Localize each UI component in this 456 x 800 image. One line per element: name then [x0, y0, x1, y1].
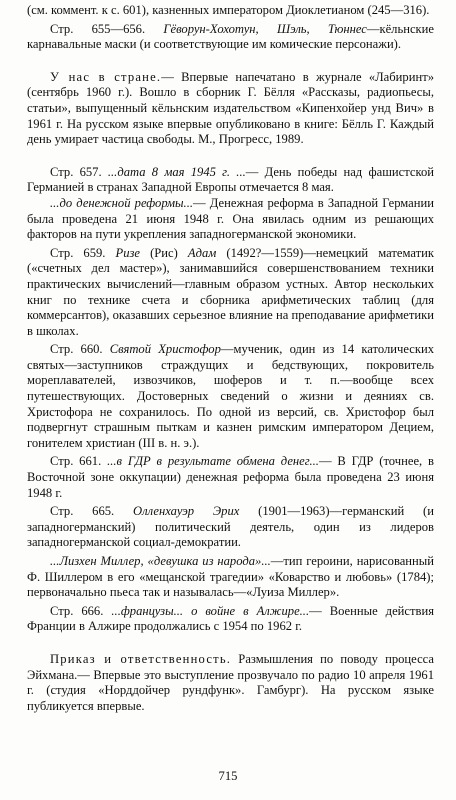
text: (см. коммент. к с. 601), казненных императором Диоклетианом (245—316). [27, 3, 430, 17]
text: — В ГДР (точнее, в Восточной зоне оккупации) денежная реформа была проведена 23 июня 1948 г. [27, 454, 434, 500]
text: Стр. 660. [50, 342, 110, 357]
paragraph [27, 246, 434, 340]
paragraph [27, 554, 434, 601]
paragraph [27, 454, 434, 501]
paragraph [27, 3, 434, 19]
italic-text: Гёворун-Хохотун, Шэль, Тюннес [163, 21, 367, 36]
paragraph [27, 70, 434, 148]
page-body [27, 3, 434, 714]
paragraph [27, 165, 434, 196]
paragraph [27, 504, 434, 551]
italic-text: Святой Христофор [109, 342, 221, 357]
text: Стр. 657. [50, 164, 108, 179]
text: (Рис) [140, 245, 188, 260]
spaced-heading: Приказ и ответственность. [50, 651, 232, 666]
italic-text: Олленхауэр Эрих [133, 504, 240, 519]
paragraph [27, 604, 434, 635]
paragraph [27, 342, 434, 451]
text: (1492?—1559)—немецкий математик («счетных дел мастер»), занимавшийся совершенствованием техники практических вычислений—главным образом устных. Автор нескольких книг по технике счета и сборника арифметических таблиц (для коммерсантов), оказавших серьезное влияние на преподавание арифметики в школах. [27, 245, 434, 338]
text: Стр. 655—656. [50, 21, 164, 36]
text: Размышления по поводу процесса Эйхмана.— Впервые это выступление прозвучало по радио 10 апреля 1961 г. (студия «Норддойчер рундфунк». Гамбург). На русском языке публикуется впервые. [27, 651, 435, 713]
text: — День победы над фашистской Германией в странах Западной Европы отмечается 8 мая. [27, 164, 434, 195]
paragraph [27, 652, 434, 714]
text: — Денежная реформа в Западной Германии была проведена 21 июня 1948 г. Она явилась одним из решающих факторов на пути укрепления западногерманской экономики. [27, 195, 434, 242]
italic-text: ...до денежной реформы... [50, 195, 194, 210]
text: Стр. 661. [50, 454, 108, 469]
page-number: 715 [218, 769, 238, 783]
text: —кёльнские карнавальные маски (и соответствующие им комические персонажи). [27, 21, 434, 52]
text: —мученик, один из 14 католических святых—заступников страждущих и бедствующих, покровитель мореплавателей, извозчиков, шоферов и т. п.—вообще всех путешествующих. Достоверных сведений о жизни и деяниях св. Христофора не сохранилось. По одной из версий, св. Христофор был подвергнут страшным пыткам и казнен римским императором Децием, гонителем христиан (III в. н. э.). [27, 342, 434, 450]
paragraph [27, 22, 434, 53]
text: (1901—1963)—германский (и западногерманский) политический деятель, один из лидеров западногерманской социал-демократии. [27, 504, 434, 550]
text: —тип героини, нарисованный Ф. Шиллером в его «мещанской трагедии» «Коварство и любовь» (1784); первоначально пьеса так и называлась—«Луиза Миллер». [27, 554, 434, 600]
italic-text: ...дата 8 мая 1945 г. ... [107, 164, 246, 179]
italic-text: ...французы... о войне в Алжире... [111, 603, 310, 618]
text: Стр. 666. [50, 603, 112, 618]
italic-text: ...в ГДР в результате обмена денег... [107, 454, 319, 469]
italic-text: Адам [187, 245, 217, 260]
text: — Впервые напечатано в журнале «Лабиринт» (сентябрь 1960 г.). Вошло в сборник Г. Бёлля «Рассказы, радиопьесы, статьи», выпущенный кёльнским издательством «Кипенхойер унд Вич» в 1961 г. На русском языке впервые опубликовано в книге: Бёлль Г. Каждый день умирает частица свободы. М., Прогресс, 1989. [27, 69, 434, 147]
text: Стр. 659. [50, 245, 116, 260]
italic-text: ...Лизхен Миллер, «девушка из народа»... [50, 554, 271, 568]
spaced-heading: У нас в стране. [50, 69, 162, 84]
text: Стр. 665. [50, 504, 134, 519]
italic-text: Ризе [115, 245, 141, 260]
text: — Военные действия Франции в Алжире продолжались с 1954 по 1962 г. [27, 603, 434, 634]
paragraph [27, 196, 434, 243]
